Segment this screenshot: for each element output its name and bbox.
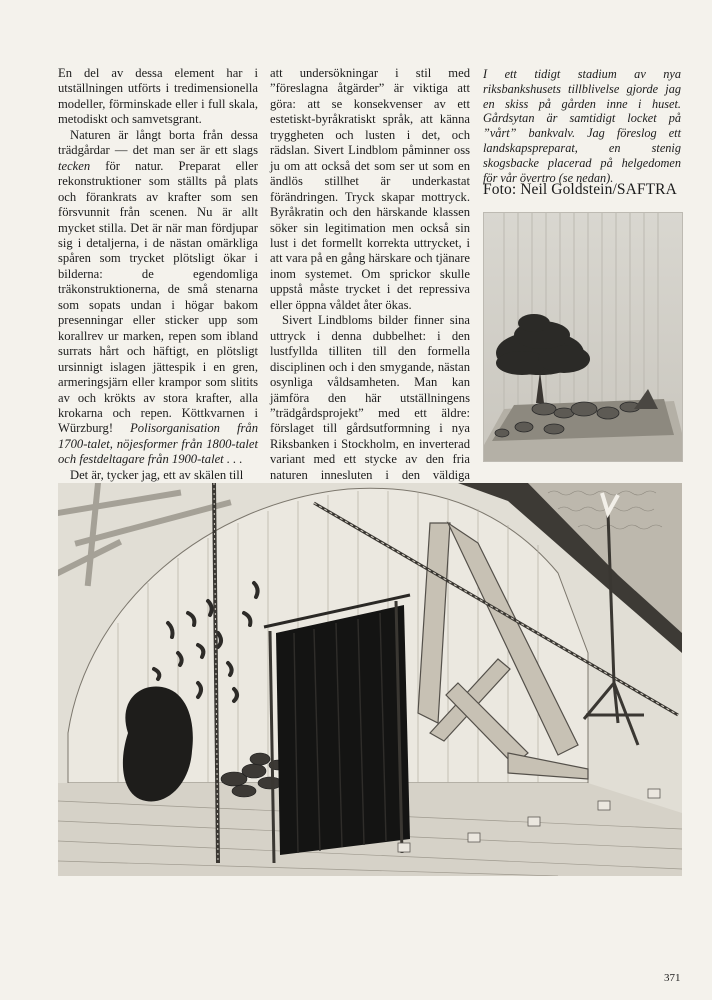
article-column-2 [270,66,470,514]
paragraph: Det är, tycker jag, ett av skälen till [70,467,244,482]
tree-model-image [484,213,682,461]
tree-model-photo [483,212,683,462]
paragraph: att undersökningar i stil med ”föreslagna åtgärder” är viktiga att göra: att se konsekvenser av ett estetiskt-byråkratiskt språk, att känna tryggheten och lusten i det, och rädslan. Sivert Lindblom påminner oss ju om att också det som ser ut som en ändlös stillhet är underkastat förändringen. Tryck skapar mottryck. Byråkratin och den härskande klassen söker sin legitimation men också sin lust i det formellt korrekta uttrycket, i att vara på en gång härskare och tjänare inom systemet. Om sprickor skulle uppstå måste trycket i det repressiva eller öppna våldet åter ökas. [270,66,470,312]
photo-credit: Foto: Neil Goldstein/SAFTRA [483,181,677,198]
paragraph: En del av dessa element har i utställningen utförts i tredimensionella modeller, förminskade eller i full skala, metodiskt och samvetsgrant. [58,66,258,127]
photo-caption: I ett tidigt stadium av nya riksbankshusets tillblivelse gjorde jag en skiss på gården inne i huset. Gårdsytan är samtidigt locket på ”vårt” bankvalv. Jag föreslog ett landskapspreparat, en stenig skogsbacke placerad på helgedomen för vår övertro (se nedan). [483,67,681,185]
garden-project-drawing [58,483,682,876]
paragraph: Sivert Lindbloms bilder finner sina uttryck i denna dubbelhet: i den lustfyllda tilliten till den formella disciplinen och i den smygande, nästan osynliga våldsamheten. Man kan jämföra den här utställningens ”trädgårdsprojekt” med ett äldre: förslaget till gårdsutformning i nya Riksbanken i Stockholm, en inverterad variant med ett stycke av den fria naturen innesluten i den väldiga [270,313,470,482]
page-number: 371 [664,972,681,984]
garden-project-image [58,483,682,876]
paragraph: Naturen är långt borta från dessa trädgårdar — det man ser är ett slags tecken för natur. Preparat eller rekonstruktioner som ställts på plats och förankrats av krafter som sen försvunnit från scenen. Nu är allt mycket stilla. Det är när man fördjupar sig i detaljerna, i de nästan omärkliga spåren som trycket plötsligt ökar i bilderna: de egendomliga träkonstruktionerna, de små stenarna som sopats undan i högar bakom presenningar eller sticker upp som korallrev ur marken, repen som ibland surrats hårt och häftigt, en plötsligt ursinnigt islagen jättespik i en gren, armeringsjärn eller krampor som slitits av och krökts av stora krafter, alla krokarna och repen. Köttkvarnen i Würzburg! Polisorganisation från 1700-talet, nöjesformer från 1800-talet och festdeltagare från 1900-talet . . . [58,127,258,467]
article-column-1 [58,66,258,483]
